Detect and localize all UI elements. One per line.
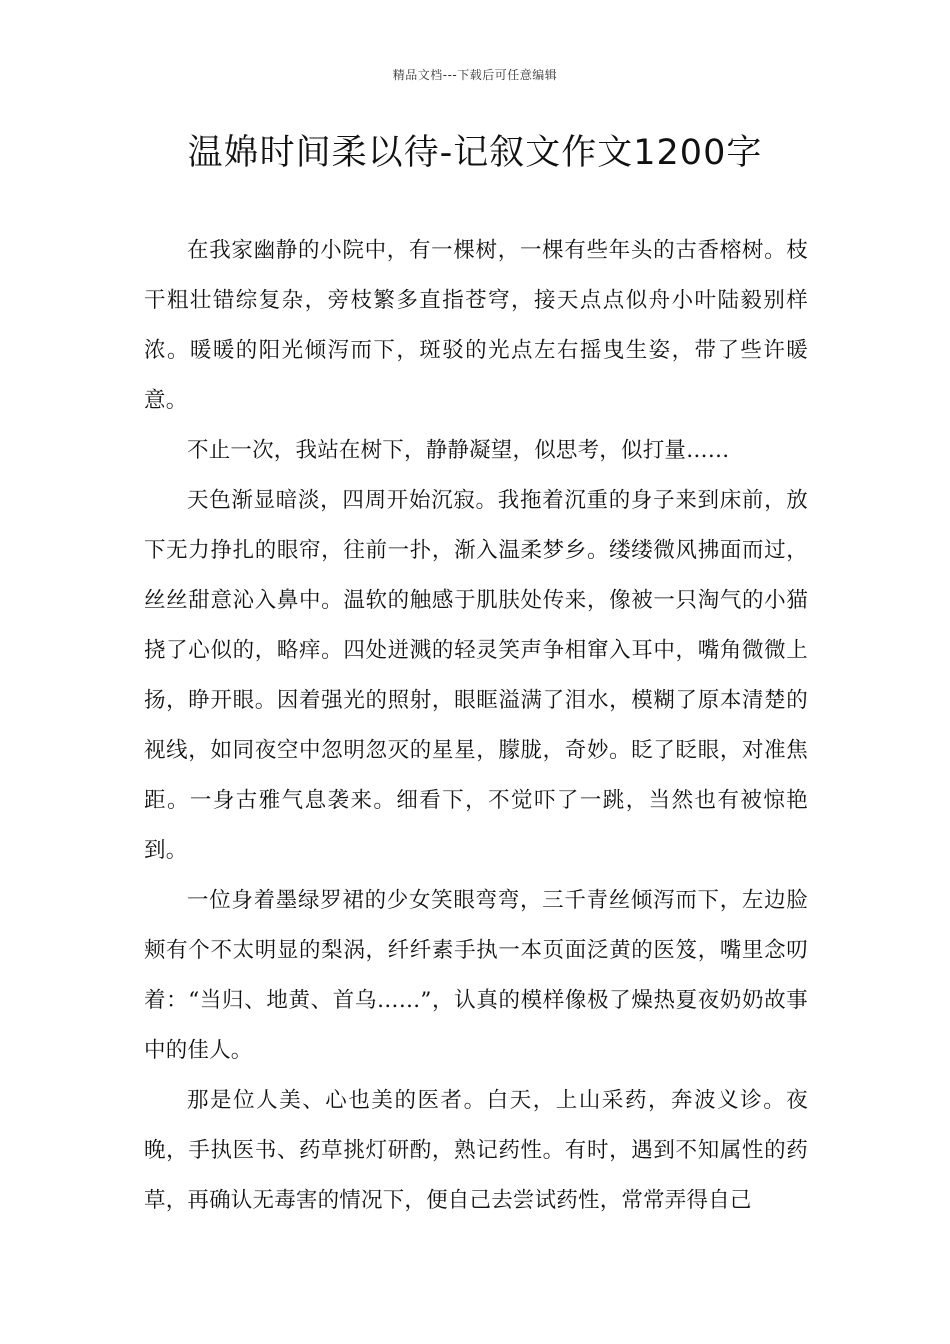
paragraph-4: 一位身着墨绿罗裙的少女笑眼弯弯，三千青丝倾泻而下，左边脸颊有个不太明显的梨涡，纤纤素手执一本页面泛黄的医笈，嘴里念叨着：“当归、地黄、首乌……”，认真的模样像极了燥热夏夜奶奶故事中的佳人。 (144, 888, 808, 1063)
paragraph-3: 天色渐显暗淡，四周开始沉寂。我拖着沉重的身子来到床前，放下无力挣扎的眼帘，往前一扑，渐入温柔梦乡。缕缕微风拂面而过，丝丝甜意沁入鼻中。温软的触感于肌肤处传来，像被一只淘气的小猫挠了心似的，略痒。四处迸溅的轻灵笑声争相窜入耳中，嘴角微微上扬，睁开眼。因着强光的照射，眼眶溢满了泪水，模糊了原本清楚的视线，如同夜空中忽明忽灭的星星，朦胧，奇妙。眨了眨眼，对准焦距。一身古雅气息袭来。细看下，不觉吓了一跳，当然也有被惊艳到。 (144, 488, 808, 863)
paragraph-2: 不止一次，我站在树下，静静凝望，似思考，似打量…… (187, 438, 730, 463)
paragraph-1: 在我家幽静的小院中，有一棵树，一棵有些年头的古香榕树。枝干粗壮错综复杂，旁枝繁多直指苍穹，接天点点似舟小叶陆毅别样浓。暖暖的阳光倾泻而下，斑驳的光点左右摇曳生姿，带了些许暖意。 (144, 238, 808, 413)
document-body (144, 226, 808, 1226)
header-note: 精品文档---下载后可任意编辑 (392, 68, 558, 82)
document-title: 温婂时间柔以待-记叙文作文1200字 (187, 133, 763, 173)
paragraph-5: 那是位人美、心也美的医者。白天，上山采药，奔波义诊。夜晚，手执医书、药草挑灯研酌，熟记药性。有时，遇到不知属性的药草，再确认无毒害的情况下，便自己去尝试药性，常常弄得自己 (144, 1088, 808, 1213)
